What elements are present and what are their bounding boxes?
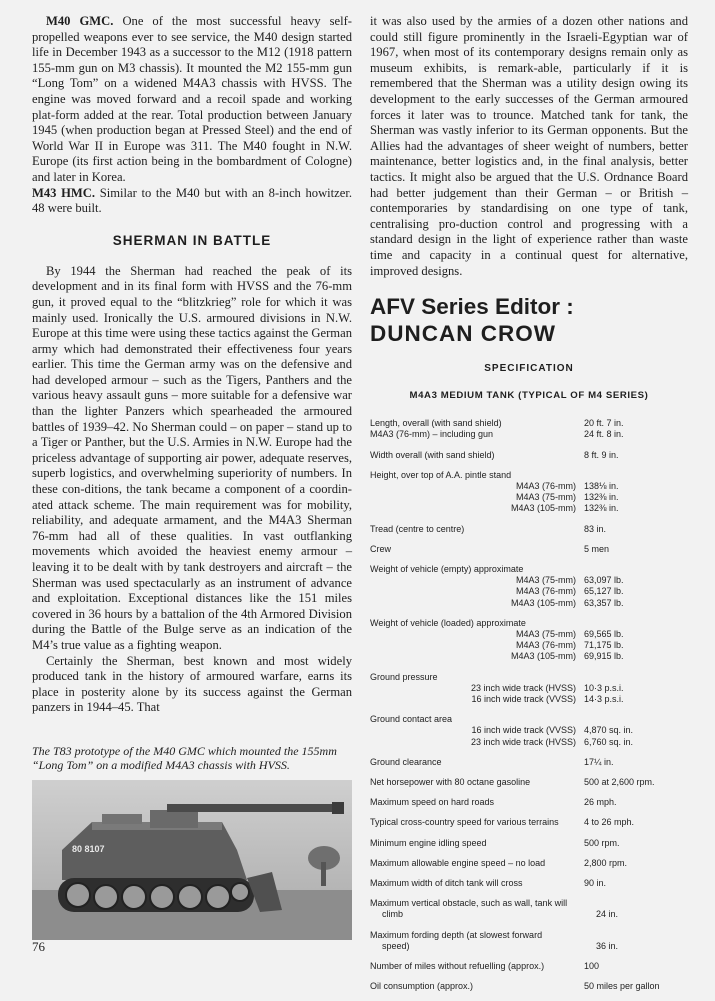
spec-item <box>370 817 688 828</box>
spec-row <box>370 651 688 662</box>
spec-item <box>370 930 688 952</box>
spec-row <box>370 694 688 705</box>
spec-row <box>370 817 688 828</box>
spec-row <box>370 930 688 941</box>
spec-value: 2,800 rpm. <box>584 857 628 868</box>
text-m40: One of the most successful heavy self-propelled weapons ever to see service, the M40 design started life in December 1943 as a successor to the M12 (1918 pattern 155-mm gun on M3 chassis). It mounted the M2 155-mm gun “Long Tom” on a widened M4A3 chassis with HVSS. The engine was moved forward and a recoil spade and working plat-form added at the rear. Total production between January 1945 (when production began at Pressed Steel) and the end of World War II in Europe was 311. The M40 fought in N.W. Europe (its first action being in the bombardment of Cologne) and later in Korea. <box>32 14 353 184</box>
spec-value: 17¼ in. <box>584 756 614 767</box>
spec-value: 24 ft. 8 in. <box>584 429 624 440</box>
spec-value: 20 ft. 7 in. <box>584 418 624 429</box>
tank-illustration <box>32 780 352 940</box>
heading-m43-hmc: M43 HMC. <box>32 185 96 200</box>
spec-label: Length, overall (with sand shield) <box>370 418 502 429</box>
editor-name: DUNCAN CROW <box>370 321 556 347</box>
spec-row <box>370 564 688 575</box>
spec-row <box>370 640 688 651</box>
paragraph-battle: By 1944 the Sherman had reached the peak of its development and in its final form with HVSS and the 76-mm gun, it proved equal to the “blitzkrieg” role for which it was mainly used. Ironically the U.S. armoured divisions in N.W. Europe at this time were using these tactics against the German army which had demonstrated their effectiveness four years earlier. This time the German army was on the defensive and had developed armour – such as the Tigers, Panthers and the various heavy assault guns – more suitable for a defensive war than the lighter Panzers which spearheaded the armoured battles of 1939–42. No Sherman could – on paper – stand up to a Tiger or Panther, but the U.S. Armies in N.W. Europe had the priceless advantage of supporting air power, adequate reserves, superb logistics, and overwhelming superiority of numbers. In these con-ditions, the tank became a component of a coordin-ated attack scheme. The main requirement was for mobility, reliability, and adequate armament, and the M4A3 Sherman 76-mm had all of these qualities. In vast outflanking movements which avoided the heaviest enemy armour – leaving it to be dealt with by tank destroyers and aircraft – the Sherman was used spectacularly as an instrument of advance and exploitation. Exceptional distances like the 151 miles covered in 36 hours by a battalion of the 4th Armored Division during the Battle of the Bulge serve as an indication of the M4’s true value as a fighting weapon. <box>32 263 352 652</box>
spec-value <box>582 930 688 941</box>
spec-row <box>370 418 688 429</box>
spec-value: 36 in. <box>596 940 619 951</box>
spec-row <box>370 470 688 481</box>
spec-label: M4A3 (105-mm) <box>510 651 576 662</box>
spec-label: 23 inch wide track (HVSS) <box>470 736 576 747</box>
spec-label: Maximum speed on hard roads <box>370 797 495 808</box>
spec-label: M4A3 (76-mm) <box>515 480 576 491</box>
spec-row <box>370 598 688 609</box>
spec-label: Number of miles without refuelling (approx.) <box>370 961 545 971</box>
spec-label: Crew <box>370 543 392 554</box>
paragraph-continued: it was also used by the armies of a dozen other nations and could still figure prominently in the Israeli-Egyptian war of 1967, when most of its contemporary designs remain only as museum exhibits, is remark-able, particularly if it is remembered that the Sherman was a utility design owing its development to the early successes of the German armoured forces it later was to trounce. Matched tank for tank, the Sherman was vastly inferior to its German opponents. But the Allies had the advantages of sheer weight of numbers, better maintenance, better logistics and, in the final analysis, better tactics. It might also be argued that the U.S. Ordnance Board had better judgement than their German – or British – contemporaries by standardising on one type of tank, centralising pro-duction control and progressing with a standard design in the light of experience rather than waste time and capacity in a continual quest for alternative, improved designs. <box>370 14 688 278</box>
editor-line: AFV Series Editor : <box>370 294 574 320</box>
spec-value <box>582 714 688 725</box>
spec-value: 500 at 2,600 rpm. <box>584 776 655 787</box>
spec-label: Maximum allowable engine speed – no load <box>370 857 546 868</box>
spec-row <box>370 757 688 768</box>
spec-item <box>370 797 688 808</box>
spec-subheading: M4A3 MEDIUM TANK (TYPICAL OF M4 SERIES) <box>409 390 649 402</box>
spec-row <box>370 878 688 889</box>
spec-row <box>370 961 688 972</box>
spec-heading: SPECIFICATION <box>484 363 574 375</box>
spec-value: 132⅜ in. <box>584 492 619 503</box>
spec-row <box>370 909 688 920</box>
spec-row <box>370 629 688 640</box>
spec-label: Maximum vertical obstacle, such as wall, tank will <box>370 898 568 909</box>
spec-table <box>370 418 688 992</box>
spec-value <box>582 618 688 629</box>
spec-value: 14·3 p.s.i. <box>584 693 624 704</box>
spec-label: Weight of vehicle (loaded) approximate <box>370 617 526 628</box>
spec-value: 500 rpm. <box>584 837 620 848</box>
spec-label: M4A3 (105-mm) <box>510 503 576 514</box>
spec-label: 16 inch wide track (VVSS) <box>471 693 576 704</box>
spec-item <box>370 470 688 515</box>
spec-label: climb <box>382 909 404 920</box>
spec-row <box>370 725 688 736</box>
page-number: 76 <box>32 939 45 954</box>
spec-label: M4A3 (75-mm) <box>515 492 576 503</box>
spec-item <box>370 878 688 889</box>
spec-row <box>370 544 688 555</box>
spec-label: Width overall (with sand shield) <box>370 449 495 460</box>
spec-value: 100 <box>584 961 600 971</box>
spec-label: M4A3 (76-mm) <box>515 640 576 651</box>
heading-m40-gmc: M40 GMC. <box>46 14 114 28</box>
spec-item <box>370 544 688 555</box>
spec-value: 4,870 sq. in. <box>584 725 634 736</box>
spec-row <box>370 450 688 461</box>
text-m43: Similar to the M40 but with an 8-inch howitzer. 48 were built. <box>32 185 353 216</box>
spec-row <box>370 898 688 909</box>
spec-label: M4A3 (76-mm) <box>515 586 576 597</box>
spec-value: 8 ft. 9 in. <box>584 449 619 460</box>
spec-label: 23 inch wide track (HVSS) <box>470 682 576 693</box>
spec-value <box>582 470 688 481</box>
spec-value: 71,175 lb. <box>584 640 624 651</box>
spec-label: 16 inch wide track (VVSS) <box>471 725 576 736</box>
spec-item <box>370 838 688 849</box>
left-column <box>32 14 352 940</box>
spec-item <box>370 858 688 869</box>
spec-value: 26 mph. <box>584 797 617 808</box>
spec-item <box>370 981 688 992</box>
spec-row <box>370 797 688 808</box>
paragraph-m43 <box>32 186 352 217</box>
spec-item <box>370 672 688 706</box>
spec-label: Maximum fording depth (at slowest forward <box>370 929 543 940</box>
spec-label: M4A3 (75-mm) <box>515 575 576 586</box>
spec-item <box>370 524 688 535</box>
spec-item <box>370 450 688 461</box>
spec-label: Maximum width of ditch tank will cross <box>370 877 523 888</box>
spec-row <box>370 777 688 788</box>
spec-label: M4A3 (75-mm) <box>515 628 576 639</box>
photo-marking: 80 8107 <box>72 843 105 854</box>
spec-label: M4A3 (76-mm) – including gun <box>370 429 494 440</box>
spec-item <box>370 418 688 440</box>
spec-row <box>370 492 688 503</box>
spec-value: 6,760 sq. in. <box>584 736 634 747</box>
spec-label: Oil consumption (approx.) <box>370 981 474 992</box>
spec-value: 132⅜ in. <box>584 503 619 514</box>
spec-value: 63,097 lb. <box>584 575 624 586</box>
spec-row <box>370 586 688 597</box>
spec-label: Typical cross-country speed for various terrains <box>370 817 559 828</box>
spec-label: Height, over top of A.A. pintle stand <box>370 469 512 480</box>
spec-value: 4 to 26 mph. <box>584 817 635 828</box>
right-column <box>370 14 688 1001</box>
spec-value: 63,357 lb. <box>584 597 624 608</box>
spec-label: speed) <box>382 940 410 951</box>
spec-value: 69,565 lb. <box>584 628 624 639</box>
spec-item <box>370 714 688 748</box>
tank-photo <box>32 780 352 940</box>
spec-label: Ground clearance <box>370 756 442 767</box>
spec-row <box>370 941 688 952</box>
spec-value <box>582 564 688 575</box>
spec-value: 5 men <box>584 543 610 554</box>
spec-row <box>370 714 688 725</box>
spec-label: Minimum engine idling speed <box>370 837 487 848</box>
spec-value: 24 in. <box>596 909 619 920</box>
paragraph-m40 <box>32 14 352 186</box>
spec-row <box>370 838 688 849</box>
spec-row <box>370 524 688 535</box>
spec-row <box>370 429 688 440</box>
spec-row <box>370 672 688 683</box>
spec-row <box>370 981 688 992</box>
spec-value: 90 in. <box>584 877 607 888</box>
spec-row <box>370 683 688 694</box>
spec-label: Weight of vehicle (empty) approximate <box>370 563 524 574</box>
spec-item <box>370 961 688 972</box>
photo-caption: The T83 prototype of the M40 GMC which mounted the 155mm “Long Tom” on a modified M4A3 chassis with HVSS. <box>32 743 337 772</box>
spec-value: 138⅛ in. <box>584 480 619 491</box>
spec-label: Tread (centre to centre) <box>370 523 465 534</box>
spec-item <box>370 777 688 788</box>
spec-value <box>582 898 688 909</box>
spec-label: M4A3 (105-mm) <box>510 597 576 608</box>
spec-row <box>370 503 688 514</box>
spec-label: Ground contact area <box>370 714 453 725</box>
spec-value: 83 in. <box>584 523 607 534</box>
spec-label: Ground pressure <box>370 671 438 682</box>
section-heading: SHERMAN IN BATTLE <box>112 232 272 248</box>
spec-value <box>582 672 688 683</box>
spec-value: 69,915 lb. <box>584 651 624 662</box>
spec-item <box>370 618 688 663</box>
spec-row <box>370 737 688 748</box>
spec-row <box>370 618 688 629</box>
spec-value: 65,127 lb. <box>584 586 624 597</box>
spec-row <box>370 575 688 586</box>
paragraph-certainly: Certainly the Sherman, best known and most widely produced tank in the history of armoured warfare, earns its place in posterity alone by its success against the German panzers in 1944–45. That <box>32 653 352 715</box>
spec-item <box>370 898 688 920</box>
spec-value: 50 miles per gallon <box>584 981 660 992</box>
spec-item <box>370 757 688 768</box>
spec-label: Net horsepower with 80 octane gasoline <box>370 776 531 787</box>
spec-value: 10·3 p.s.i. <box>584 682 624 693</box>
spec-row <box>370 858 688 869</box>
spec-row <box>370 481 688 492</box>
spec-item <box>370 564 688 609</box>
